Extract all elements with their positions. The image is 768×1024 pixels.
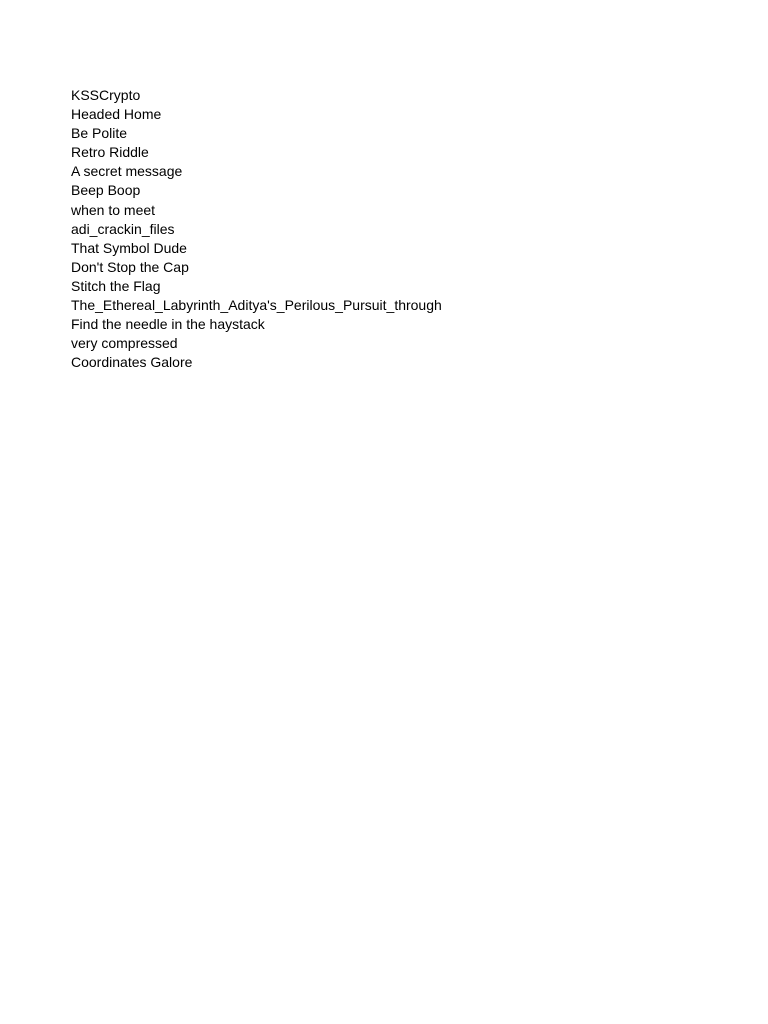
list-item: Stitch the Flag (71, 277, 161, 294)
list-item: That Symbol Dude (71, 239, 187, 256)
list-item: Be Polite (71, 125, 128, 142)
list-item: Find the needle in the haystack (71, 316, 265, 333)
list-item: KSSCrypto (71, 87, 141, 103)
list-item: very compressed (71, 335, 178, 352)
list-item: when to meet (71, 201, 156, 218)
challenge-list (71, 86, 442, 372)
list-item: Coordinates Galore (71, 354, 193, 371)
list-item: Don't Stop the Cap (71, 258, 189, 275)
list-item: The_Ethereal_Labyrinth_Aditya's_Perilous_Pursuit_through (71, 297, 442, 314)
list-item: Headed Home (71, 106, 162, 123)
list-item: Beep Boop (71, 182, 141, 199)
list-item: Retro Riddle (71, 144, 149, 161)
list-item: adi_crackin_files (71, 220, 175, 237)
list-item: A secret message (71, 163, 183, 180)
